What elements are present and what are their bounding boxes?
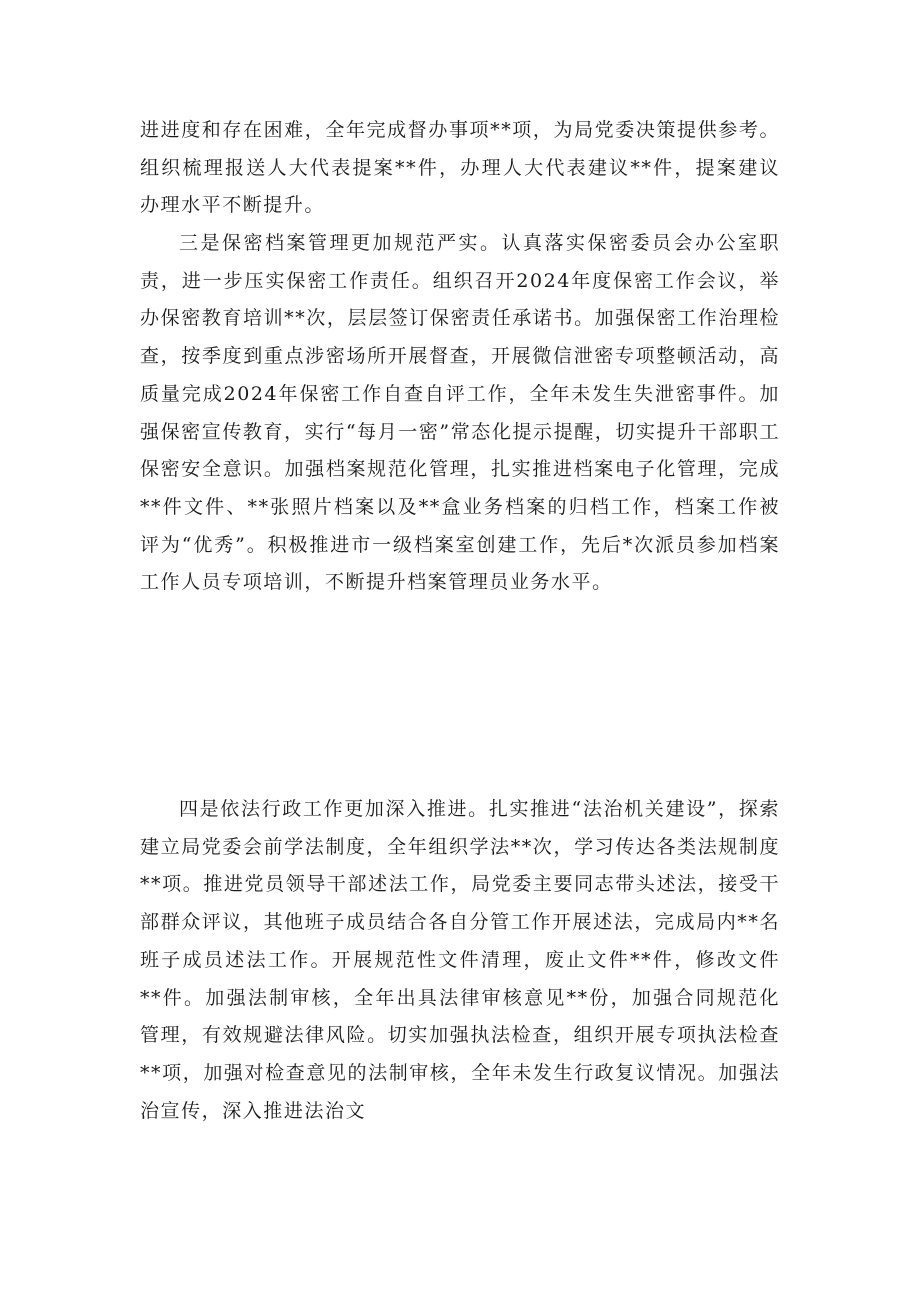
- paragraph-text: 三是保密档案管理更加规范严实。认真落实保密委员会办公室职责，进一步压实保密工作责任。组织召开2024年度保密工作会议，举办保密教育培训**次，层层签订保密责任承诺书。加强保密工作治理检查，按季度到重点涉密场所开展督查，开展微信泄密专项整顿活动，高质量完成2024年保密工作自查自评工作，全年未发生失泄密事件。加强保密宣传教育，实行“每月一密”常态化提示提醒，切实提升干部职工保密安全意识。加强档案规范化管理，扎实推进档案电子化管理，完成**件文件、**张照片档案以及**盒业务档案的归档工作，档案工作被评为“优秀”。积极推进市一级档案室创建工作，先后*次派员参加档案工作人员专项培训，不断提升档案管理员业务水平。: [140, 232, 780, 594]
- paragraph-text: 进进度和存在困难，全年完成督办事项**项，为局党委决策提供参考。组织梳理报送人大代表提案**件，办理人大代表建议**件，提案建议办理水平不断提升。: [140, 119, 780, 217]
- paragraph-confidentiality-archives: [140, 225, 780, 602]
- paragraph-continuation: [140, 112, 780, 225]
- paragraph-law-administration: [140, 791, 780, 1130]
- paragraph-text: 四是依法行政工作更加深入推进。扎实推进“法治机关建设”，探索建立局党委会前学法制度，全年组织学法**次，学习传达各类法规制度**项。推进党员领导干部述法工作，局党委主要同志带头述法，接受干部群众评议，其他班子成员结合各自分管工作开展述法，完成局内**名班子成员述法工作。开展规范性文件清理，废止文件**件，修改文件**件。加强法制审核，全年出具法律审核意见**份，加强合同规范化管理，有效规避法律风险。切实加强执法检查，组织开展专项执法检查**项，加强对检查意见的法制审核，全年未发生行政复议情况。加强法治宣传，深入推进法治文: [140, 798, 780, 1122]
